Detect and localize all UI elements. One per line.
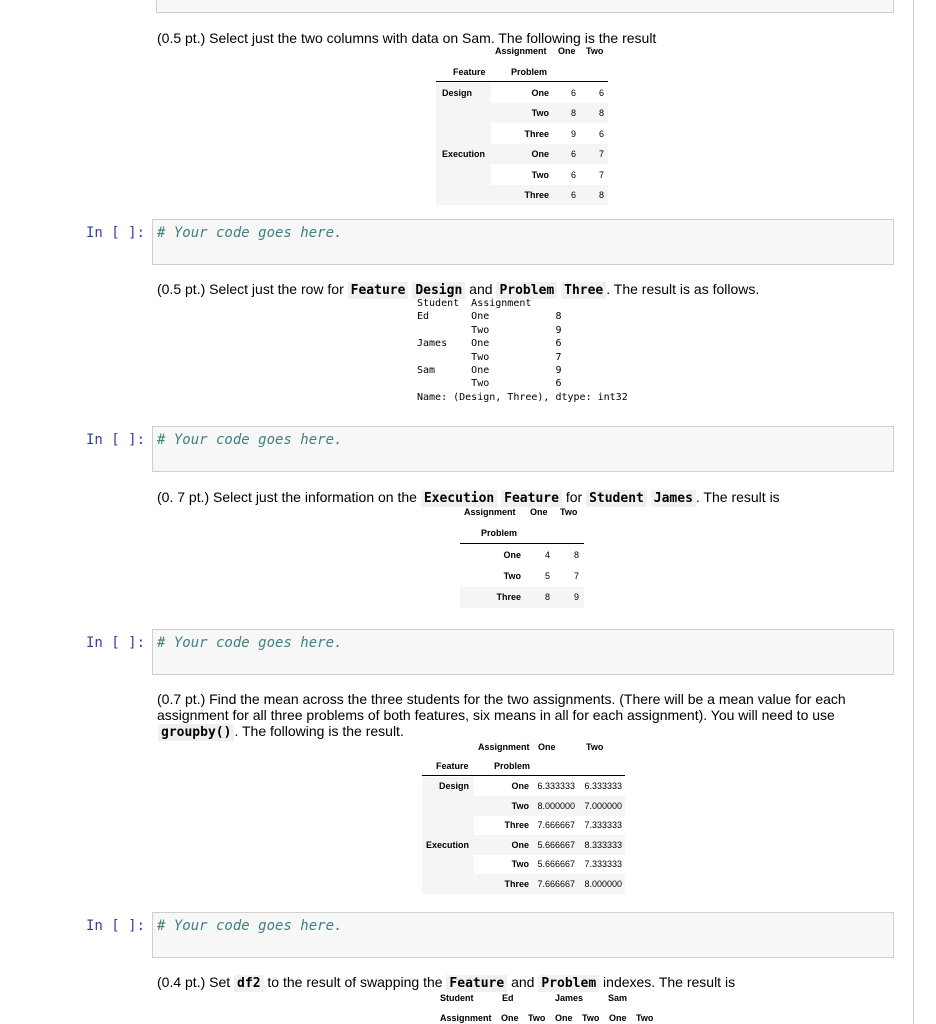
inline-code: Design bbox=[412, 282, 465, 299]
cell-value-one: 8.000000 bbox=[537, 800, 575, 811]
row-index-feature: Execution bbox=[442, 149, 486, 160]
column-header-one: One bbox=[538, 742, 556, 752]
cell-value-two: 8 bbox=[573, 550, 579, 560]
row-index-feature: Design bbox=[442, 88, 473, 98]
cell-value-one: 6 bbox=[570, 149, 576, 160]
question-text: (0.4 pt.) Set bbox=[157, 974, 235, 990]
inline-code: df2 bbox=[234, 975, 263, 992]
row-index-feature: Execution bbox=[425, 839, 469, 850]
cell-value-one: 6 bbox=[570, 190, 576, 200]
code-cell[interactable] bbox=[152, 629, 894, 675]
cell-value-two: 8 bbox=[598, 108, 604, 119]
row-index-problem: One bbox=[531, 88, 549, 98]
question-text: (0.7 pt.) Find the mean across the three students for the two assignments. (There will be a mean value for each bbox=[157, 691, 846, 707]
row-index-problem: Three bbox=[504, 820, 529, 831]
row-index-problem: One bbox=[503, 550, 521, 560]
index-name-problem: Problem bbox=[481, 528, 518, 538]
column-header-two: Two bbox=[586, 742, 604, 752]
column-level-student: Student bbox=[440, 993, 474, 1003]
question-text: to the result of swapping the bbox=[263, 974, 447, 990]
previous-cell-edge bbox=[156, 0, 894, 13]
row-index-problem: Two bbox=[511, 859, 529, 870]
column-level-label: Assignment bbox=[464, 507, 516, 517]
cell-value-two: 6 bbox=[598, 88, 604, 98]
inline-code: Execution bbox=[421, 490, 497, 507]
index-name-problem: Problem bbox=[511, 67, 548, 77]
column-header-one: One bbox=[558, 46, 576, 56]
row-index-problem: One bbox=[511, 839, 529, 850]
input-prompt: In [ ]: bbox=[86, 918, 146, 934]
input-prompt: In [ ]: bbox=[86, 225, 146, 241]
cell-value-two: 7 bbox=[573, 571, 579, 582]
column-header-ed: Ed bbox=[502, 993, 514, 1003]
row-index-problem: One bbox=[531, 149, 549, 160]
row-index-problem: Three bbox=[524, 128, 549, 139]
column-header-assignment: Two bbox=[582, 1013, 600, 1023]
column-header-assignment: One bbox=[555, 1013, 573, 1023]
column-header-james: James bbox=[555, 993, 584, 1003]
inline-code: Feature bbox=[446, 975, 507, 992]
cell-value-one: 5 bbox=[544, 571, 550, 582]
inline-code: Feature bbox=[348, 282, 409, 299]
row-index-problem: Two bbox=[531, 108, 549, 119]
question-text: (0. 7 pt.) Select just the information on the bbox=[157, 489, 421, 505]
cell-value-two: 8.000000 bbox=[584, 879, 622, 889]
cell-value-two: 7.333333 bbox=[584, 859, 622, 870]
series-output: Student Assignment Ed One 8 Two 9 James One 6 Two 7 Sam One 9 Two 6 Name: (Design, Three), dtype: int32 bbox=[417, 298, 628, 403]
cell-value-one: 6 bbox=[570, 88, 576, 98]
question-text: indexes. The result is bbox=[599, 974, 736, 990]
column-header-two: Two bbox=[560, 507, 578, 517]
row-index-feature: Design bbox=[438, 781, 469, 791]
cell-value-two: 7.000000 bbox=[584, 800, 622, 811]
code-comment: # Your code goes here. bbox=[157, 432, 343, 448]
cell-value-one: 6.333333 bbox=[537, 781, 575, 791]
row-index-problem: Two bbox=[503, 571, 521, 582]
code-cell[interactable] bbox=[152, 219, 894, 265]
row-index-problem: Three bbox=[496, 592, 521, 603]
cell-value-one: 8 bbox=[570, 108, 576, 119]
inline-code: Problem bbox=[496, 282, 557, 299]
row-index-problem: Two bbox=[511, 800, 529, 811]
row-index-problem: Three bbox=[524, 190, 549, 200]
code-cell[interactable] bbox=[152, 426, 894, 472]
cell-value-one: 5.666667 bbox=[537, 859, 575, 870]
question-text: and bbox=[507, 974, 539, 990]
cell-value-two: 7.333333 bbox=[584, 820, 622, 831]
row-index-problem: Three bbox=[504, 879, 529, 889]
cell-value-two: 9 bbox=[573, 592, 579, 603]
cell-value-two: 6.333333 bbox=[584, 781, 622, 791]
cell-value-one: 7.666667 bbox=[537, 879, 575, 889]
input-prompt: In [ ]: bbox=[86, 635, 146, 651]
question-groupby-mean bbox=[157, 691, 846, 741]
column-level-label: Assignment bbox=[495, 46, 547, 56]
question-text: . The result is bbox=[695, 489, 780, 505]
inline-code: groupby() bbox=[158, 724, 234, 741]
question-text: assignment for all three problems of both features, six means in all for each assignment). You will need to use bbox=[157, 707, 835, 723]
column-header-assignment: Two bbox=[636, 1013, 654, 1023]
cell-value-two: 6 bbox=[598, 128, 604, 139]
question-text: for bbox=[561, 489, 587, 505]
inline-code: Three bbox=[561, 282, 606, 299]
column-header-sam: Sam bbox=[608, 993, 628, 1003]
code-comment: # Your code goes here. bbox=[157, 918, 343, 934]
column-header-two: Two bbox=[586, 46, 604, 56]
cell-value-one: 8 bbox=[544, 592, 550, 603]
execution-james-dataframe bbox=[460, 505, 590, 611]
row-index-problem: Two bbox=[531, 169, 549, 180]
cell-value-two: 8 bbox=[598, 190, 604, 200]
row-index-problem: One bbox=[511, 781, 529, 791]
cell-value-one: 7.666667 bbox=[537, 820, 575, 831]
index-name-feature: Feature bbox=[453, 67, 486, 77]
question-text: (0.5 pt.) Select just the row for bbox=[157, 281, 348, 297]
cell-value-two: 8.333333 bbox=[584, 839, 622, 850]
column-level-label: Assignment bbox=[478, 742, 530, 752]
cell-value-one: 6 bbox=[570, 169, 576, 180]
column-level-assignment: Assignment bbox=[440, 1013, 492, 1023]
question-text: . The result is as follows. bbox=[606, 281, 760, 297]
question-swap-indexes bbox=[157, 974, 735, 992]
inline-code: James bbox=[651, 490, 696, 507]
question-text: (0.5 pt.) Select just the two columns with data on Sam. The following is the result bbox=[157, 30, 657, 46]
question-text: . The following is the result. bbox=[234, 723, 404, 739]
notebook-right-border bbox=[913, 0, 914, 1024]
cell-value-two: 7 bbox=[598, 169, 604, 180]
mean-dataframe bbox=[422, 740, 632, 895]
cell-value-two: 7 bbox=[598, 149, 604, 160]
inline-code: Feature bbox=[501, 490, 562, 507]
column-header-assignment: Two bbox=[528, 1013, 546, 1023]
column-header-one: One bbox=[530, 507, 548, 517]
column-header-assignment: One bbox=[609, 1013, 627, 1023]
column-header-assignment: One bbox=[501, 1013, 519, 1023]
input-prompt: In [ ]: bbox=[86, 432, 146, 448]
inline-code: Problem bbox=[538, 975, 599, 992]
sam-columns-dataframe bbox=[436, 44, 612, 204]
index-name-problem: Problem bbox=[494, 761, 531, 771]
swapped-dataframe-header bbox=[440, 991, 670, 1024]
cell-value-one: 5.666667 bbox=[537, 839, 575, 850]
cell-value-one: 4 bbox=[544, 550, 550, 560]
question-text: and bbox=[465, 281, 497, 297]
inline-code: Student bbox=[586, 490, 647, 507]
code-comment: # Your code goes here. bbox=[157, 225, 343, 241]
code-comment: # Your code goes here. bbox=[157, 635, 343, 651]
cell-value-one: 9 bbox=[570, 128, 576, 139]
index-name-feature: Feature bbox=[436, 761, 469, 771]
code-cell[interactable] bbox=[152, 912, 894, 958]
